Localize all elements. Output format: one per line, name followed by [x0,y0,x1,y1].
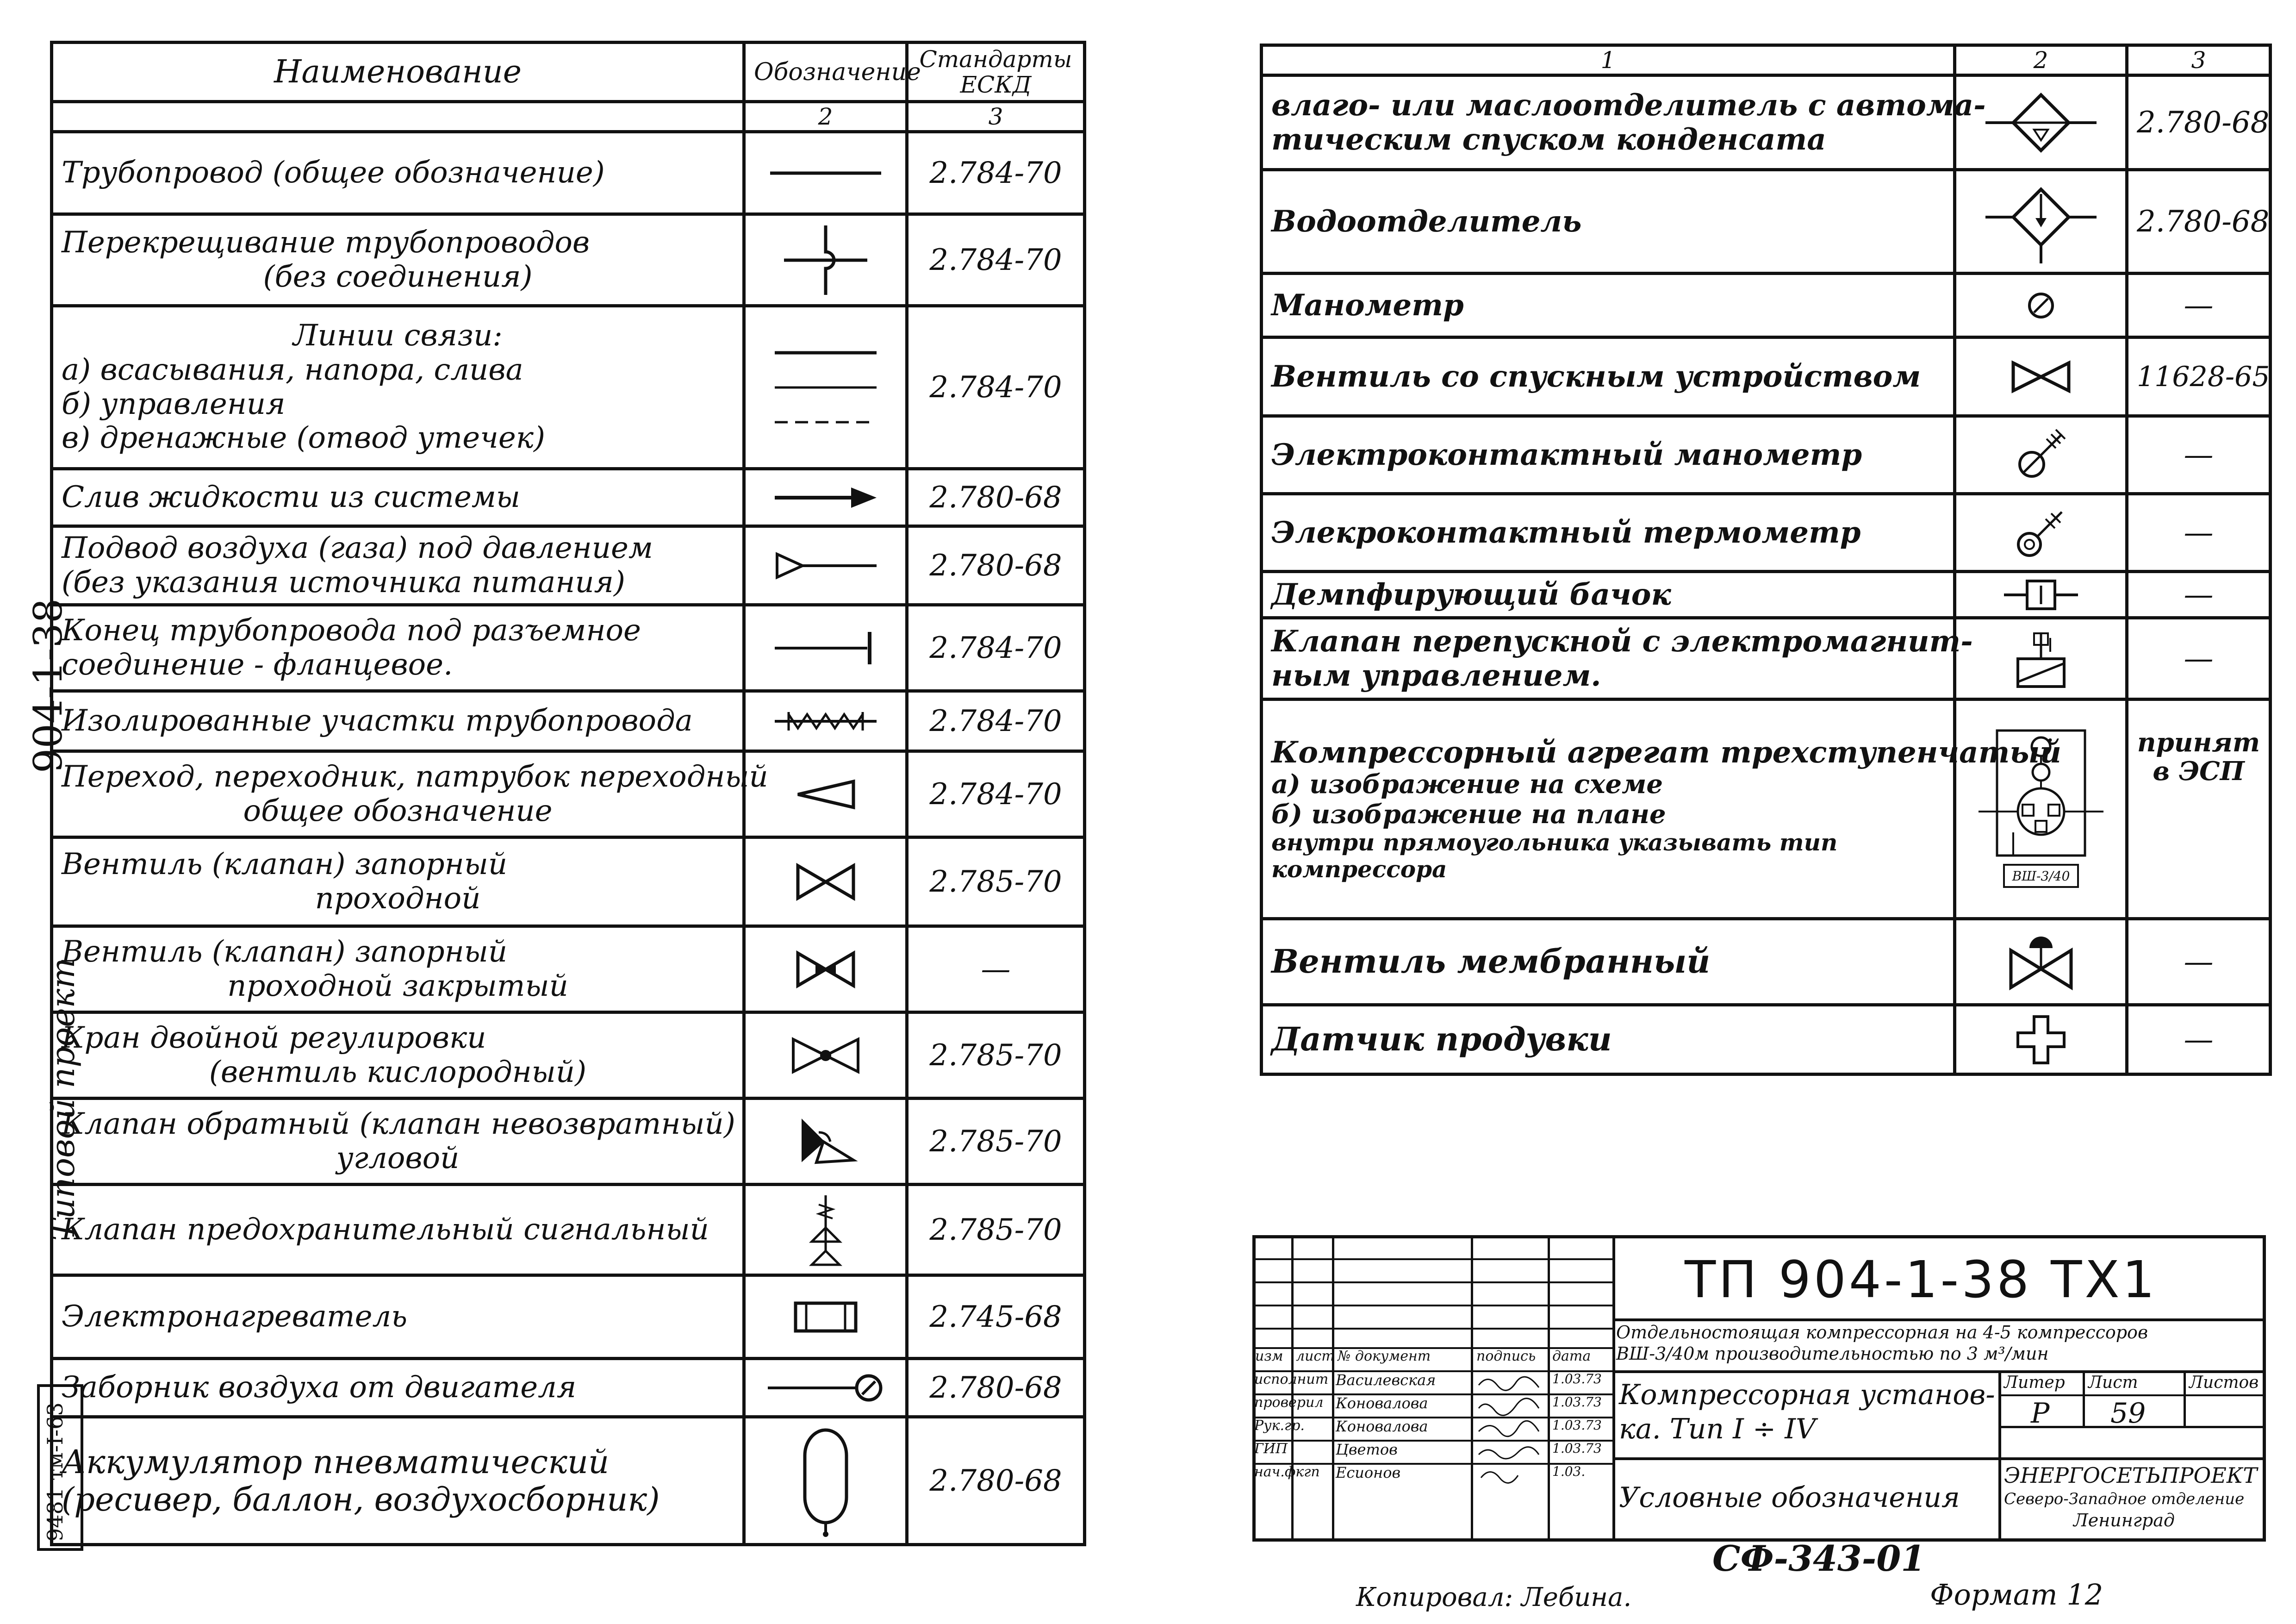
table-row [52,1417,1085,1545]
symbol-name: Слив жидкости из системы [52,469,744,526]
archive-code-side-label: 9481 тм-I-63 [43,1402,68,1542]
staff-role: нач.фкгп [1254,1464,1320,1480]
table-row [52,132,1085,214]
title-grid-line [1252,1281,1612,1283]
table-row [52,751,1085,837]
standard-code: 2.784-70 [907,605,1085,691]
col-number: 3 [907,102,1085,132]
standard-code: 2.780-68 [907,526,1085,605]
symbol-name: Конец трубопровода под разъемное соединение - фланцевое. [52,605,744,691]
standard-code: — [2127,416,2271,494]
closed-valve-icon [744,926,907,1012]
table-row [1262,337,2271,416]
col-number: 2 [744,102,907,132]
staff-role: проверил [1254,1394,1324,1411]
staff-name: Коновалова [1336,1394,1428,1412]
symbol-name: Датчик продувки [1262,1005,1955,1074]
symbol-name: Трубопровод (общее обозначение) [52,132,744,214]
symbol-name: влаго- или маслоотделитель с автома- тическим спуском конденсата [1262,75,1955,170]
table-row [52,1359,1085,1417]
symbol-name: Изолированные участки трубопровода [52,691,744,751]
table-row [1262,494,2271,572]
symbol-name: Линии связи: а) всасывания, напора, слива б) управления в) дренажные (отвод утечек) [52,306,744,469]
symbol-name: Клапан перепускной с электромагнит- ным управлением. [1262,618,1955,700]
standard-code: 2.784-70 [907,306,1085,469]
staff-date: 1.03.73 [1552,1441,1602,1456]
staff-role: ГИП [1254,1441,1288,1457]
table-row [1262,919,2271,1005]
paper-format: Формат 12 [1930,1578,2103,1612]
organization-name: ЭНЕРГОСЕТЬПРОЕКТ [2004,1463,2258,1488]
table-row [52,214,1085,306]
table-row [1262,274,2271,337]
pressure-supply-icon [744,526,907,605]
standard-code: 2.785-70 [907,1185,1085,1275]
table-row [52,926,1085,1012]
damping-tank-icon [1955,572,2127,618]
standard-code: 2.780-68 [2127,170,2271,274]
symbol-name: Вентиль мембранный [1262,919,1955,1005]
table-row [52,1275,1085,1359]
copied-by: Копировал: Лебина. [1356,1582,1632,1612]
standard-code: — [2127,1005,2271,1074]
sheets-label: Листов [2189,1373,2259,1392]
symbol-name: Заборник воздуха от двигателя [52,1359,744,1417]
globe-valve-icon [744,837,907,926]
symbol-name: Клапан предохранительный сигнальный [52,1185,744,1275]
symbol-name: Элекроконтактный термометр [1262,494,1955,572]
stamp-header-signature: подпись [1476,1348,1536,1364]
col-number [52,102,744,132]
table-row [52,1185,1085,1275]
electric-heater-icon [744,1275,907,1359]
symbol-name: Водоотделитель [1262,170,1955,274]
table-row [52,306,1085,469]
table-row [52,691,1085,751]
table-row [1262,572,2271,618]
standard-code: 2.780-68 [907,469,1085,526]
staff-date: 1.03.73 [1552,1371,1602,1387]
flange-end-icon [744,605,907,691]
sheet-title: Условные обозначения [1619,1481,1960,1514]
connection-lines-icon [744,306,907,469]
symbol-name: Компрессорный агрегат трехступенчатый а) изображение на схеме б) изображение на плане внутри прямоугольника указывать тип компрессора [1262,700,1955,919]
diaphragm-valve-icon [1955,919,2127,1005]
left-symbols-table [50,41,1086,1546]
standard-code: 2.780-68 [907,1417,1085,1545]
header-designation: Обозначение [744,43,907,102]
standard-code: принят в ЭСП [2127,700,2271,919]
staff-role: исполнит [1254,1371,1329,1387]
standard-code: — [2127,919,2271,1005]
standard-code: — [2127,494,2271,572]
table-row [52,469,1085,526]
drain-arrow-icon [744,469,907,526]
right-symbols-table [1260,44,2272,1076]
reducer-icon [744,751,907,837]
staff-name: Коновалова [1336,1418,1428,1435]
sheet-number: 59 [2110,1397,2146,1430]
table-row [52,605,1085,691]
standard-code: 2.784-70 [907,132,1085,214]
electrocontact-thermometer-icon [1955,494,2127,572]
title-grid-line [1252,1258,1612,1260]
standard-code: 2.785-70 [907,1099,1085,1185]
title-grid-line [1998,1394,2266,1396]
compressor-unit-icon [1955,700,2127,919]
pipe-crossing-icon [744,214,907,306]
water-separator-icon [1955,170,2127,274]
symbol-name: Электронагреватель [52,1275,744,1359]
title-grid-line [1612,1235,1615,1542]
title-grid-line [1252,1305,1612,1306]
header-name: Наименование [52,43,744,102]
table-row [52,1012,1085,1099]
sheet-label: Лист [2088,1373,2138,1392]
stamp-header-date: дата [1552,1348,1591,1364]
table-row [1262,75,2271,170]
standard-code: 2.780-68 [907,1359,1085,1417]
table-row [1262,1005,2271,1074]
title-grid-line [1252,1328,1612,1330]
title-grid-line [2083,1370,2085,1426]
safety-valve-icon [744,1185,907,1275]
project-description-line1: Отдельностоящая компрессорная на 4-5 компрессоров [1616,1322,2148,1343]
symbol-name: Вентиль (клапан) запорный проходной закрытый [52,926,744,1012]
symbol-name: Демпфирующий бачок [1262,572,1955,618]
col-number: 1 [1262,45,1955,75]
symbol-name: Перекрещивание трубопроводов (без соединения) [52,214,744,306]
line-icon [744,132,907,214]
standard-code: 2.785-70 [907,1012,1085,1099]
symbol-name: Вентиль (клапан) запорный проходной [52,837,744,926]
liter-label: Литер [2004,1373,2065,1392]
pneumatic-accumulator-icon [744,1417,907,1545]
solenoid-bypass-valve-icon [1955,618,2127,700]
standard-code: — [2127,274,2271,337]
symbol-name: Кран двойной регулировки (вентиль кислородный) [52,1012,744,1099]
drain-valve-icon [1955,337,2127,416]
organization-city: Ленинград [2073,1510,2175,1530]
stamp-header-change: изм [1255,1348,1283,1364]
stamp-header-document: № документ [1338,1348,1431,1364]
title-grid-line [1612,1370,2266,1373]
table-row [1262,170,2271,274]
title-grid-line [1612,1318,2266,1321]
purge-sensor-icon [1955,1005,2127,1074]
symbol-name: Электроконтактный манометр [1262,416,1955,494]
manometer-icon [1955,274,2127,337]
standard-code: 2.784-70 [907,691,1085,751]
standard-code: 11628-65 [2127,337,2271,416]
table-row [1262,700,2271,919]
compressor-type-label: ВШ-3/40 [2012,868,2070,884]
standard-code: — [907,926,1085,1012]
standard-code: 2.784-70 [907,214,1085,306]
standard-code: 2.780-68 [2127,75,2271,170]
title-grid-line [1612,1457,2266,1460]
title-grid-line [2184,1370,2186,1426]
staff-role: Рук.гр. [1254,1418,1305,1434]
drawing-designation: ТП 904-1-38 ТХ1 [1685,1250,2158,1309]
standard-code: — [2127,572,2271,618]
standard-code: 2.784-70 [907,751,1085,837]
object-name-line1: Компрессорная установ- [1619,1379,1995,1411]
symbol-name: Клапан обратный (клапан невозвратный) угловой [52,1099,744,1185]
symbol-name: Переход, переходник, патрубок переходный общее обозначение [52,751,744,837]
table-row [1262,416,2271,494]
standard-code: 2.745-68 [907,1275,1085,1359]
angle-check-valve-icon [744,1099,907,1185]
object-name-line2: ка. Тип I ÷ IV [1619,1413,1816,1445]
col-number: 2 [1955,45,2127,75]
electrocontact-manometer-icon [1955,416,2127,494]
insulated-pipe-icon [744,691,907,751]
symbol-name: Подвод воздуха (газа) под давлением (без указания источника питания) [52,526,744,605]
archive-number: СФ-343-01 [1712,1538,1926,1579]
table-row [52,837,1085,926]
table-row [52,526,1085,605]
double-regulation-valve-icon [744,1012,907,1099]
organization-branch: Северо-Западное отделение [2004,1490,2245,1508]
staff-name: Есионов [1336,1464,1401,1481]
table-row [1262,618,2271,700]
staff-date: 1.03. [1552,1464,1586,1479]
signatures [1474,1371,1546,1487]
project-description-line2: ВШ-3/40м производительностью по 3 м³/мин [1616,1343,2049,1364]
staff-name: Василевская [1336,1371,1436,1389]
table-row [52,1099,1085,1185]
project-type-side-label: Типовой проект [44,958,82,1241]
symbol-name: Аккумулятор пневматический (ресивер, баллон, воздухосборник) [52,1417,744,1545]
liter-value: Р [2031,1397,2050,1430]
header-standards: Стандарты ЕСКД [907,43,1085,102]
air-intake-icon [744,1359,907,1417]
standard-code: — [2127,618,2271,700]
staff-name: Цветов [1336,1441,1398,1458]
project-code-side-label: 904-1-38 [25,598,71,773]
staff-date: 1.03.73 [1552,1394,1602,1410]
col-number: 3 [2127,45,2271,75]
symbol-name: Вентиль со спускным устройством [1262,337,1955,416]
symbol-name: Манометр [1262,274,1955,337]
standard-code: 2.785-70 [907,837,1085,926]
stamp-header-sheet: лист [1296,1348,1335,1364]
staff-date: 1.03.73 [1552,1418,1602,1433]
